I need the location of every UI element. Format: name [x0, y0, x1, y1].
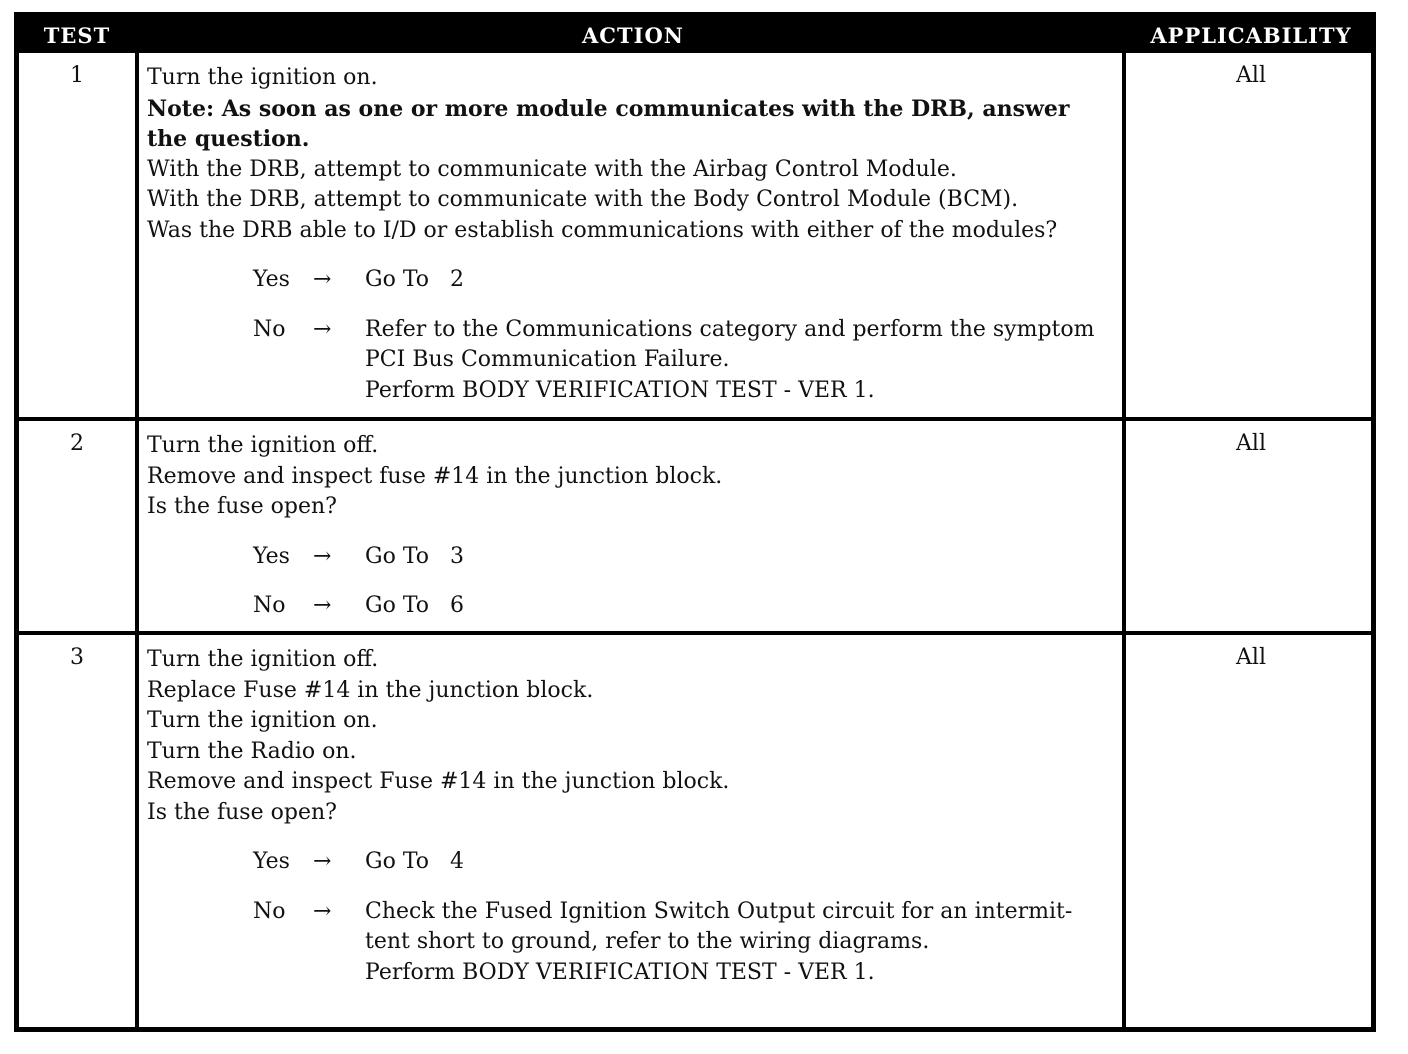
header-action: ACTION	[582, 23, 684, 48]
no-goto: Go To 6	[365, 593, 464, 618]
no-label: No	[253, 898, 286, 924]
note-line: the question.	[147, 126, 310, 152]
action-cell	[147, 63, 1127, 406]
action-cell	[147, 431, 1127, 622]
action-line: Remove and inspect fuse #14 in the junction block.	[147, 463, 723, 489]
no-text: Perform BODY VERIFICATION TEST - VER 1.	[365, 377, 875, 403]
table-header	[19, 17, 1371, 53]
test-number: 2	[70, 431, 84, 456]
arrow-icon: →	[313, 267, 332, 292]
table-row	[19, 53, 1371, 417]
arrow-icon: →	[313, 849, 332, 874]
yes-branch	[147, 542, 1127, 573]
test-number: 1	[70, 63, 84, 88]
arrow-icon: →	[313, 593, 332, 618]
yes-goto: Go To 3	[365, 543, 464, 569]
arrow-icon: →	[313, 316, 332, 342]
no-branch	[147, 591, 1127, 622]
no-text: Check the Fused Ignition Switch Output circuit for an intermit-	[365, 898, 1073, 924]
action-line: Turn the Radio on.	[147, 738, 357, 764]
no-text: Refer to the Communications category and perform the symptom	[365, 316, 1095, 342]
header-test: TEST	[43, 23, 111, 48]
action-line: Turn the ignition off.	[147, 433, 379, 458]
yes-label: Yes	[253, 543, 290, 569]
question-line: Is the fuse open?	[147, 799, 337, 825]
yes-goto: Go To 2	[365, 267, 464, 292]
yes-goto: Go To 4	[365, 849, 464, 874]
arrow-icon: →	[313, 898, 332, 924]
action-cell	[147, 645, 1127, 988]
no-branch	[147, 897, 1127, 989]
action-line: Turn the ignition on.	[147, 708, 378, 733]
no-text: Perform BODY VERIFICATION TEST - VER 1.	[365, 959, 875, 985]
no-label: No	[253, 593, 286, 618]
action-line: Remove and inspect Fuse #14 in the junction block.	[147, 769, 730, 794]
table-row	[19, 421, 1371, 631]
question-line: Is the fuse open?	[147, 494, 337, 519]
no-branch	[147, 315, 1127, 407]
no-text: tent short to ground, refer to the wiring diagrams.	[365, 929, 930, 954]
action-line: With the DRB, attempt to communicate with the Airbag Control Module.	[147, 156, 957, 182]
no-label: No	[253, 316, 286, 342]
yes-branch	[147, 265, 1127, 296]
applicability-value: All	[1236, 63, 1266, 88]
yes-branch	[147, 847, 1127, 878]
question-line: Was the DRB able to I/D or establish communications with either of the modules?	[147, 217, 1058, 243]
diagnostic-test-table	[14, 12, 1376, 1032]
action-line: Replace Fuse #14 in the junction block.	[147, 677, 594, 703]
test-number: 3	[70, 645, 84, 670]
applicability-value: All	[1236, 645, 1266, 670]
note-line: Note: As soon as one or more module communicates with the DRB, answer	[147, 95, 1070, 122]
action-line: Turn the ignition off.	[147, 647, 379, 672]
header-applicability: APPLICABILITY	[1150, 23, 1352, 48]
applicability-value: All	[1236, 431, 1266, 456]
yes-label: Yes	[253, 267, 290, 292]
action-line: Turn the ignition on.	[147, 65, 378, 90]
action-line: With the DRB, attempt to communicate with the Body Control Module (BCM).	[147, 187, 1019, 212]
no-text: PCI Bus Communication Failure.	[365, 347, 730, 372]
yes-label: Yes	[253, 849, 290, 874]
table-row	[19, 635, 1371, 1027]
arrow-icon: →	[313, 543, 332, 569]
